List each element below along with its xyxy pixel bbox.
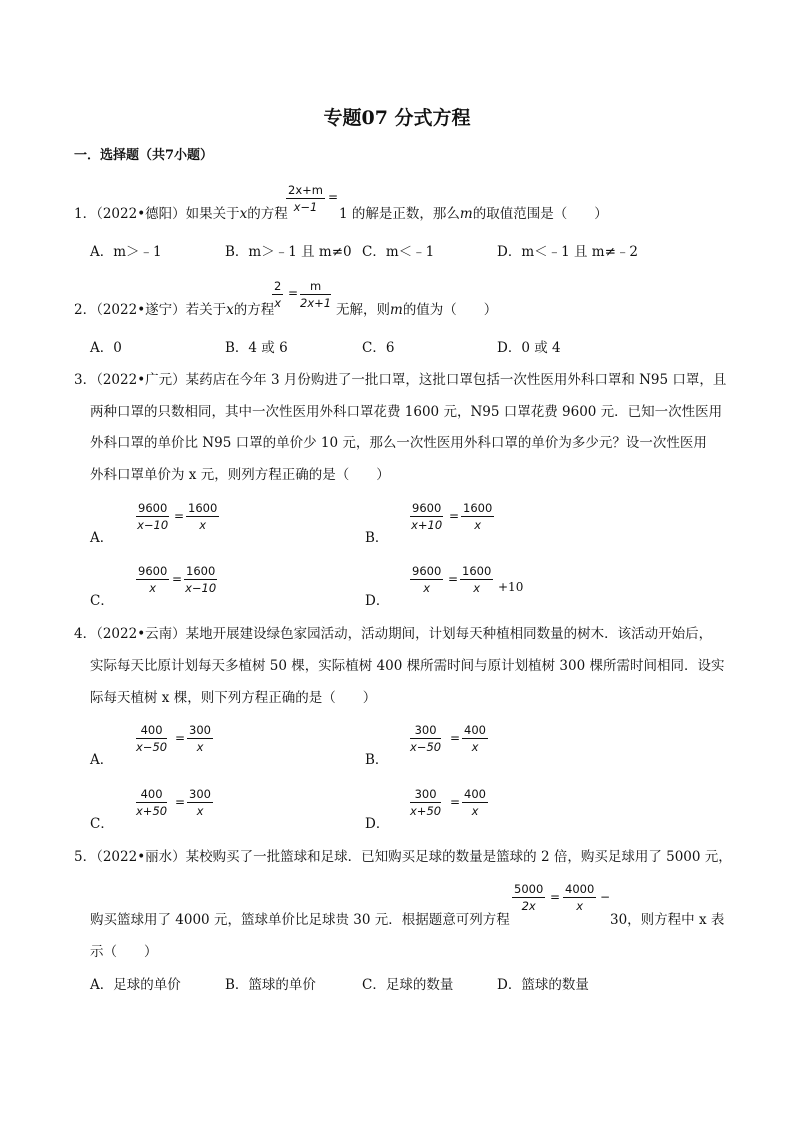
q1-var: x bbox=[239, 206, 248, 222]
q3-c-left-frac bbox=[136, 564, 169, 595]
q4-b-lnum: 300 bbox=[410, 723, 441, 739]
q3-c-rden: x−10 bbox=[185, 581, 217, 595]
q2-tail2: 的值为（ ） bbox=[402, 302, 498, 318]
q5-line-2-tail: 30，则方程中 x 表 bbox=[610, 912, 725, 928]
q4-option-c-label[interactable]: C． bbox=[90, 816, 114, 832]
q3-a-equals: = bbox=[174, 509, 185, 523]
q2-option-d[interactable]: D．0 或 4 bbox=[497, 340, 561, 356]
q3-a-rnum: 1600 bbox=[188, 501, 218, 515]
q3-b-rden: x bbox=[474, 518, 482, 532]
q1-frac-den: x−1 bbox=[293, 200, 318, 214]
q5-option-d[interactable]: D．篮球的数量 bbox=[497, 977, 589, 993]
q2-f1-den: x bbox=[274, 296, 282, 310]
q4-option-b-label[interactable]: B． bbox=[365, 752, 389, 768]
q4-d-equals: = bbox=[450, 795, 461, 809]
q4-d-lden: x+50 bbox=[410, 804, 442, 818]
q3-c-right-frac bbox=[184, 564, 217, 595]
q4-c-lnum: 400 bbox=[136, 787, 167, 803]
q3-line-3: 外科口罩的单价比 N95 口罩的单价少 10 元，那么一次性医用外科口罩的单价为多少元？设一次性医用 bbox=[90, 435, 707, 451]
q5-minus: − bbox=[600, 890, 611, 904]
q3-line-4: 外科口罩单价为 x 元，则列方程正确的是（ ） bbox=[90, 467, 390, 483]
section-heading: 一．选择题（共7小题） bbox=[74, 148, 214, 163]
q4-c-left-frac bbox=[136, 787, 167, 818]
q2-f2-num: m bbox=[300, 279, 331, 295]
q2-fraction-left bbox=[272, 279, 283, 310]
q1-after: 1 的解是正数，那么 bbox=[339, 206, 460, 222]
q4-line-3: 际每天植树 x 棵，则下列方程正确的是（ ） bbox=[90, 690, 377, 706]
q1-option-d[interactable]: D．m＜﹣1 且 m≠﹣2 bbox=[497, 244, 638, 260]
q2-stem bbox=[74, 300, 274, 320]
q3-a-rden: x bbox=[199, 518, 207, 532]
q3-a-right-frac bbox=[186, 501, 219, 532]
q2-option-a[interactable]: A．0 bbox=[90, 340, 122, 356]
q4-c-lden: x+50 bbox=[136, 804, 168, 818]
q4-a-right-frac bbox=[187, 723, 213, 754]
q4-a-lden: x−50 bbox=[136, 740, 168, 754]
q1-mid: 的方程 bbox=[247, 206, 288, 222]
q4-b-lden: x−50 bbox=[410, 740, 442, 754]
q3-d-rnum: 1600 bbox=[462, 564, 492, 578]
q4-d-right-frac bbox=[462, 787, 488, 818]
q2-option-b[interactable]: B．4 或 6 bbox=[225, 340, 288, 356]
q1-option-a[interactable]: A．m＞﹣1 bbox=[90, 244, 162, 260]
q4-b-equals: = bbox=[450, 731, 461, 745]
q1-tail: 的取值范围是（ ） bbox=[472, 206, 608, 222]
q4-line-2: 实际每天比原计划每天多植树 50 棵，实际植树 400 棵所需时间与原计划植树 300 棵所需时间相同．设实 bbox=[90, 658, 725, 674]
q3-option-b-label[interactable]: B． bbox=[365, 530, 389, 546]
q4-a-left-frac bbox=[136, 723, 167, 754]
q4-b-right-frac bbox=[462, 723, 488, 754]
q1-stem bbox=[74, 204, 288, 224]
q2-stem-tail bbox=[336, 300, 497, 320]
q4-d-rden: x bbox=[471, 804, 479, 818]
q3-d-left-frac bbox=[410, 564, 443, 595]
q4-c-rnum: 300 bbox=[189, 787, 211, 801]
q3-line-1: 3．（2022•广元）某药店在今年 3 月份购进了一批口罩，这批口罩包括一次性医用外科口罩和 N95 口罩，且 bbox=[74, 372, 727, 388]
q4-b-rnum: 400 bbox=[464, 723, 486, 737]
q3-option-c-label[interactable]: C． bbox=[90, 593, 114, 609]
q1-fraction bbox=[286, 183, 325, 214]
q5-rnum: 4000 bbox=[565, 882, 595, 896]
q5-right-frac bbox=[563, 882, 596, 913]
q3-a-left-frac bbox=[136, 501, 169, 532]
q5-option-c[interactable]: C．足球的数量 bbox=[362, 977, 454, 993]
q2-m: m bbox=[390, 302, 403, 318]
q2-f1-num: 2 bbox=[274, 279, 282, 293]
q1-option-c[interactable]: C．m＜﹣1 bbox=[362, 244, 435, 260]
q3-b-rnum: 1600 bbox=[463, 501, 493, 515]
q4-d-lnum: 300 bbox=[410, 787, 441, 803]
q5-line-1: 5．（2022•丽水）某校购买了一批篮球和足球．已知购买足球的数量是篮球的 2 倍，购买足球用了 5000 元， bbox=[74, 849, 732, 865]
q4-a-equals: = bbox=[175, 731, 186, 745]
q4-option-a-label[interactable]: A． bbox=[90, 752, 114, 768]
q4-d-rnum: 400 bbox=[464, 787, 486, 801]
q4-a-rnum: 300 bbox=[189, 723, 211, 737]
q2-var: x bbox=[226, 302, 234, 318]
page-title: 专题07 分式方程 bbox=[323, 107, 471, 129]
q2-fraction-right bbox=[300, 279, 331, 310]
q1-prefix: 1．（2022•德阳）如果关于 bbox=[74, 206, 240, 222]
q4-b-rden: x bbox=[471, 740, 479, 754]
q3-line-2: 两种口罩的只数相同，其中一次性医用外科口罩花费 1600 元，N95 口罩花费 9600 元．已知一次性医用 bbox=[90, 404, 723, 420]
q4-a-lnum: 400 bbox=[136, 723, 167, 739]
q5-line-2: 购买篮球用了 4000 元，篮球单价比足球贵 30 元．根据题意可列方程 bbox=[90, 912, 510, 928]
q5-option-a[interactable]: A．足球的单价 bbox=[90, 977, 181, 993]
q2-option-c[interactable]: C．6 bbox=[362, 340, 395, 356]
q2-equals: = bbox=[288, 286, 299, 300]
q5-left-frac bbox=[512, 882, 545, 913]
q1-stem-tail bbox=[339, 204, 608, 224]
q5-option-b[interactable]: B．篮球的单价 bbox=[225, 977, 316, 993]
q4-c-equals: = bbox=[175, 795, 186, 809]
q3-b-lnum: 9600 bbox=[412, 501, 442, 515]
q2-mid: 的方程 bbox=[233, 302, 275, 318]
q3-c-lnum: 9600 bbox=[138, 564, 168, 578]
q3-d-right-frac bbox=[460, 564, 493, 595]
q4-d-left-frac bbox=[410, 787, 441, 818]
q1-equals: = bbox=[328, 190, 339, 204]
q3-b-left-frac bbox=[410, 501, 443, 532]
q1-frac-num: 2x+m bbox=[288, 183, 323, 197]
q3-d-lnum: 9600 bbox=[412, 564, 442, 578]
q3-b-lden: x+10 bbox=[411, 518, 443, 532]
q3-a-lden: x−10 bbox=[137, 518, 169, 532]
q3-d-rden: x bbox=[473, 581, 481, 595]
q1-option-b[interactable]: B．m＞﹣1 且 m≠0 bbox=[225, 244, 352, 260]
q5-line-3: 示（ ） bbox=[90, 944, 158, 960]
q5-lnum: 5000 bbox=[514, 882, 544, 896]
q3-a-lnum: 9600 bbox=[138, 501, 168, 515]
q3-d-extra: +10 bbox=[498, 580, 524, 594]
q4-option-d-label[interactable]: D． bbox=[365, 816, 390, 832]
q1-m: m bbox=[459, 206, 473, 222]
q3-option-d-label[interactable]: D． bbox=[365, 593, 390, 609]
q3-c-lden: x bbox=[149, 581, 157, 595]
q3-d-lden: x bbox=[423, 581, 431, 595]
q3-c-equals: = bbox=[172, 572, 183, 586]
q2-prefix: 2．（2022•遂宁）若关于 bbox=[74, 302, 227, 318]
q5-lden: 2x bbox=[521, 899, 536, 913]
q3-c-rnum: 1600 bbox=[186, 564, 216, 578]
q5-rden: x bbox=[576, 899, 584, 913]
q3-option-a-label[interactable]: A． bbox=[90, 530, 114, 546]
q4-line-1: 4．（2022•云南）某地开展建设绿色家园活动，活动期间，计划每天种植相同数量的树木．该活动开始后， bbox=[74, 626, 713, 642]
q4-a-rden: x bbox=[196, 740, 204, 754]
q2-f2-den: 2x+1 bbox=[300, 296, 332, 310]
q4-c-right-frac bbox=[187, 787, 213, 818]
q3-d-equals: = bbox=[448, 572, 459, 586]
q2-tail: 无解，则 bbox=[336, 302, 390, 318]
q4-c-rden: x bbox=[196, 804, 204, 818]
q3-b-equals: = bbox=[449, 509, 460, 523]
q4-b-left-frac bbox=[410, 723, 441, 754]
q3-b-right-frac bbox=[461, 501, 494, 532]
q5-equals: = bbox=[550, 890, 561, 904]
